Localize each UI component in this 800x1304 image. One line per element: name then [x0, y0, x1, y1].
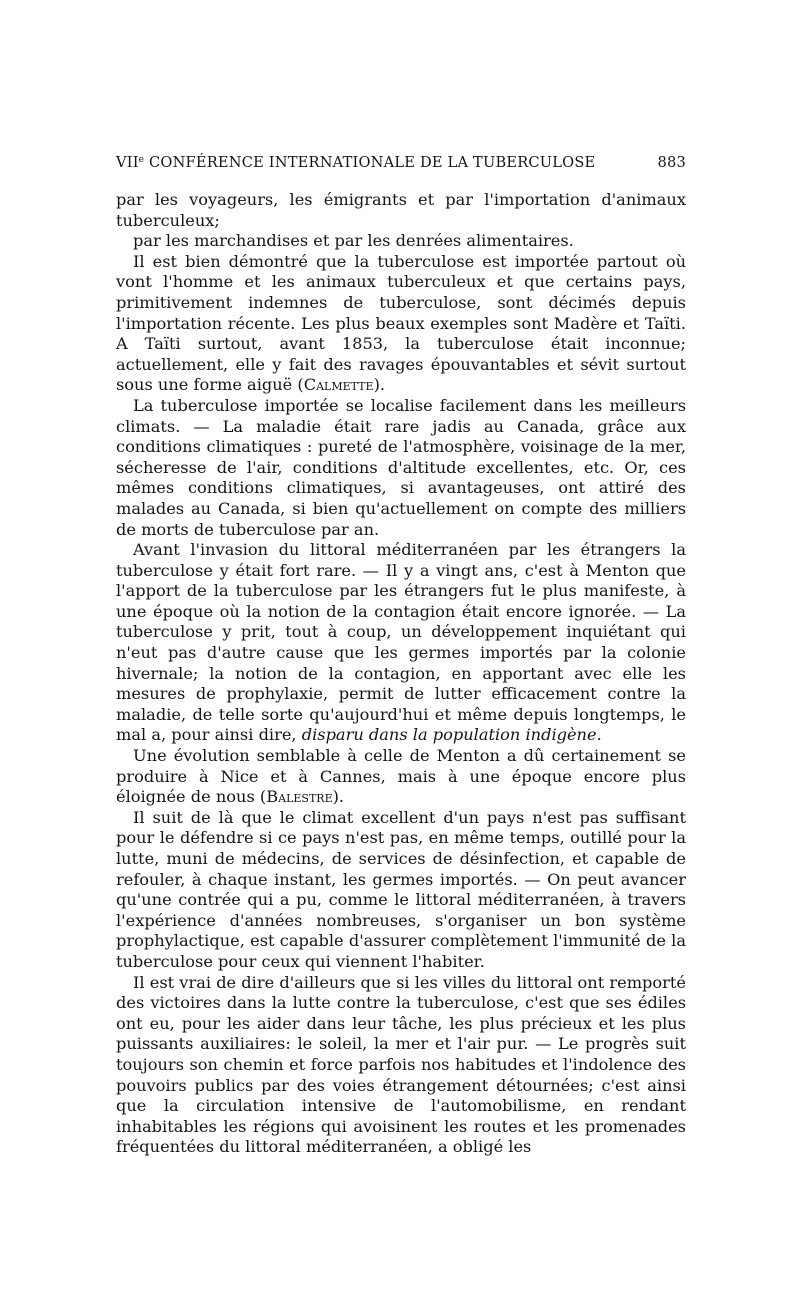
citation-author: Calmette: [303, 375, 374, 395]
body-text: [116, 190, 686, 1158]
running-title: [116, 154, 595, 171]
paragraph-3: [116, 252, 686, 396]
conference-number: VII: [116, 154, 139, 171]
paragraph-text-after: ).: [373, 375, 386, 395]
paragraph-text-after: ).: [332, 787, 345, 807]
paragraph-text: Il suit de là que le climat excellent d'un pays n'est pas suffisant pour le défendre si ce pays n'est pas, en même temps, outillé pour la lutte, muni de médecins, de services de désinfection, et capable de refouler, à chaque instant, les germes importés. — On peut avancer qu'une contrée qui a pu, comme le littoral méditerranéen, à travers l'expérience d'années nombreuses, s'organiser un bon système prophylactique, est capable d'assurer complètement l'immunité de la tuberculose pour ceux qui viennent l'habiter.: [116, 807, 686, 971]
page-number: 883: [657, 154, 686, 171]
conference-title: CONFÉRENCE INTERNATIONALE DE LA TUBERCULOSE: [144, 154, 596, 171]
paragraph-8: [116, 973, 686, 1158]
paragraph-text: Une évolution semblable à celle de Menton a dû certainement se produire à Nice et à Cannes, mais à une époque encore plus éloignée de nous (: [116, 746, 686, 807]
citation-author: Balestre: [266, 787, 333, 807]
paragraph-1: [116, 190, 686, 231]
paragraph-text: La tuberculose importée se localise facilement dans les meilleurs climats. — La maladie était rare jadis au Canada, grâce aux conditions climatiques : pureté de l'atmosphère, voisinage de la mer, sécheresse de l'air, conditions d'altitude excellentes, etc. Or, ces mêmes conditions climatiques, si avantageuses, ont attiré des malades au Canada, si bien qu'actuellement on compte des milliers de morts de tuberculose par an.: [116, 395, 686, 539]
paragraph-text: Avant l'invasion du littoral méditerranéen par les étrangers la tuberculose y était fort rare. — Il y a vingt ans, c'est à Menton que l'apport de la tuberculose par les étrangers fut le plus manifeste, à une époque où la notion de la contagion était encore ignorée. — La tuberculose y prit, tout à coup, un développement inquiétant qui n'eut pas d'autre cause que les germes importés par la colonie hivernale; la notion de la contagion, en apportant avec elle les mesures de prophylaxie, permit de lutter efficacement contre la maladie, de telle sorte qu'aujourd'hui et même depuis longtemps, le mal a, pour ainsi dire,: [116, 540, 686, 745]
paragraph-2: [116, 231, 686, 252]
conference-suffix: e: [138, 155, 145, 165]
paragraph-text: par les marchandises et par les denrées alimentaires.: [133, 231, 574, 251]
paragraph-text: Il est vrai de dire d'ailleurs que si les villes du littoral ont remporté des victoires dans la lutte contre la tuberculose, c'est que ses édiles ont eu, pour les aider dans leur tâche, les plus précieux et les plus puissants auxiliaires: le soleil, la mer et l'air pur. — Le progrès suit toujours son chemin et force parfois nos habitudes et l'indolence des pouvoirs publics par des voies étrangement détournées; c'est ainsi que la circulation intensive de l'automobilisme, en rendant inhabitables les régions qui avoisinent les routes et les promenades fréquentées du littoral méditerranéen, a obligé les: [116, 972, 686, 1157]
running-header: [116, 154, 686, 176]
paragraph-text: Il est bien démontré que la tuberculose est importée partout où vont l'homme et les animaux tuberculeux et que certains pays, primitivement indemnes de tuberculose, sont décimés depuis l'importation récente. Les plus beaux exemples sont Madère et Taïti. A Taïti surtout, avant 1853, la tuberculose était inconnue; actuellement, elle y fait des ravages épouvantables et sévit surtout sous une forme aiguë (: [116, 251, 686, 395]
paragraph-6: [116, 746, 686, 808]
paragraph-4: [116, 396, 686, 540]
paragraph-7: [116, 808, 686, 973]
page: [116, 154, 686, 1158]
paragraph-5: [116, 540, 686, 746]
emphasis-text: disparu dans la population indigène.: [301, 725, 602, 745]
paragraph-text: par les voyageurs, les émigrants et par l'importation d'animaux tuberculeux;: [116, 190, 686, 230]
